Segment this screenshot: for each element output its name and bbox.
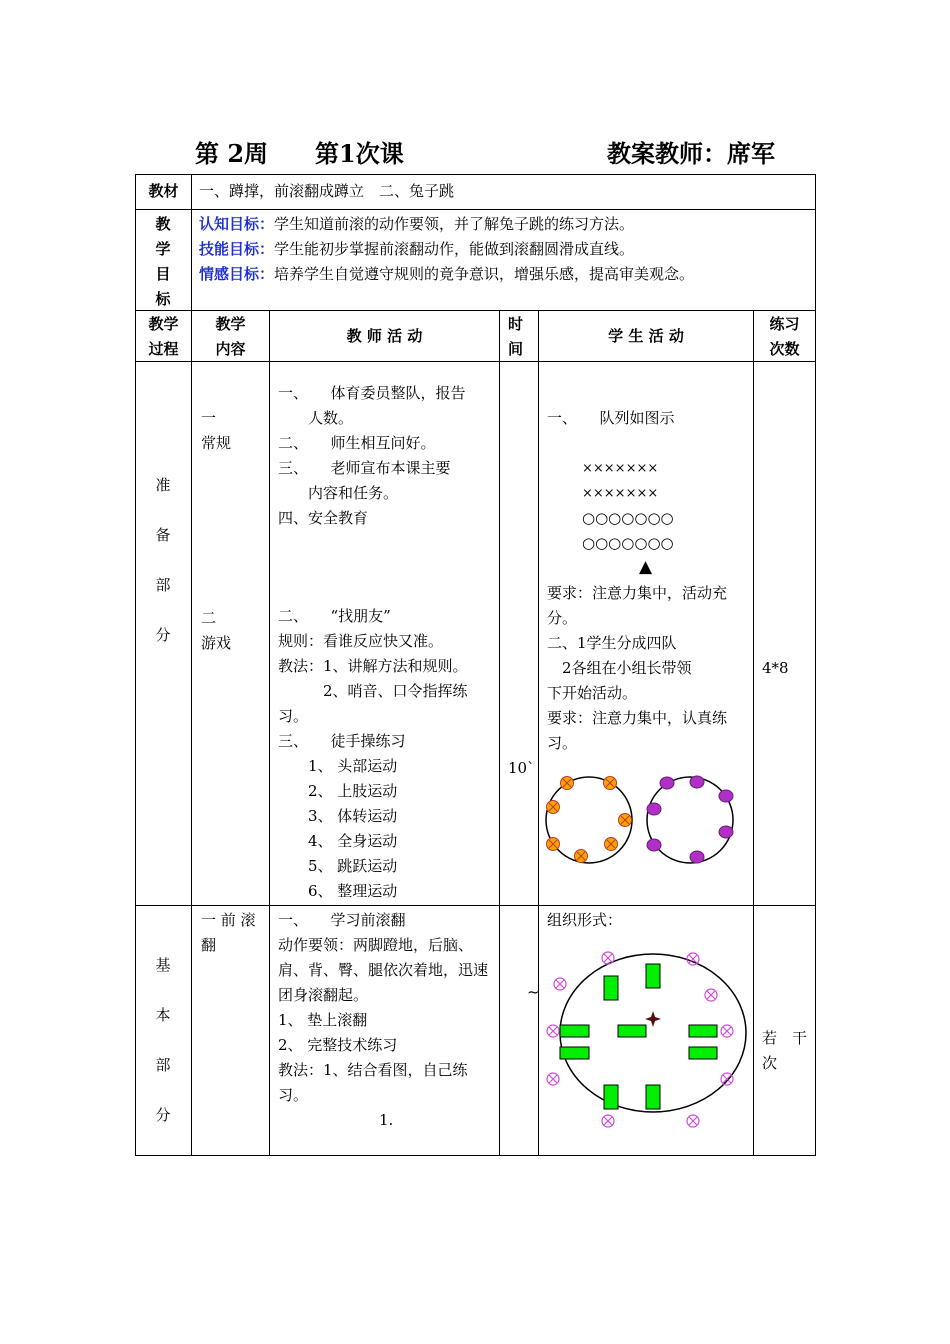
mat-group <box>560 964 717 1109</box>
teacher-star-icon <box>645 1011 661 1027</box>
col-content: 教学 内容 <box>215 315 246 358</box>
basic-time: ~ <box>527 983 540 1001</box>
prep-reps: 4*8 <box>762 659 789 677</box>
col-process: 教学 过程 <box>148 315 179 358</box>
col-teacher: 教 师 活 动 <box>346 327 423 345</box>
pink-marker-group <box>547 952 733 1127</box>
goal-affective: 情感目标：培养学生自觉遵守规则的竟争意识，增强乐感，提高审美观念。 <box>199 265 695 283</box>
col-student: 学 生 活 动 <box>608 327 684 345</box>
material-content: 一、蹲撑，前滚翻成蹲立 二、兔子跳 <box>199 182 455 200</box>
game-circles-diagram <box>540 770 750 870</box>
formation-row-1: ××××××× <box>582 461 659 476</box>
col-time: 时 间 <box>508 315 524 358</box>
formation-row-2: ××××××× <box>582 486 659 501</box>
lesson-label: 第1次课 <box>315 139 404 168</box>
prep-time: 10` <box>508 759 535 777</box>
formation-row-4: ○○○○○○○ <box>582 534 674 552</box>
material-label: 教材 <box>148 182 179 200</box>
goal-cognitive: 认知目标：学生知道前滚的动作要领，并了解兔子跳的练习方法。 <box>199 215 635 233</box>
week-label: 第 2周 <box>195 139 269 168</box>
col-reps: 练习 次数 <box>769 315 800 358</box>
goals-label: 教 学 目 标 <box>155 215 171 308</box>
teacher-label: 教案教师：席军 <box>607 139 775 168</box>
basic-student-label: 组织形式： <box>547 911 623 929</box>
goals-list <box>199 212 809 287</box>
roll-formation-diagram <box>540 945 750 1130</box>
formation-row-3: ○○○○○○○ <box>582 509 674 527</box>
goal-skill: 技能目标：学生能初步掌握前滚翻动作，能做到滚翻圆滑成直线。 <box>199 240 635 258</box>
teacher-triangle-icon: ▲ <box>639 557 653 577</box>
